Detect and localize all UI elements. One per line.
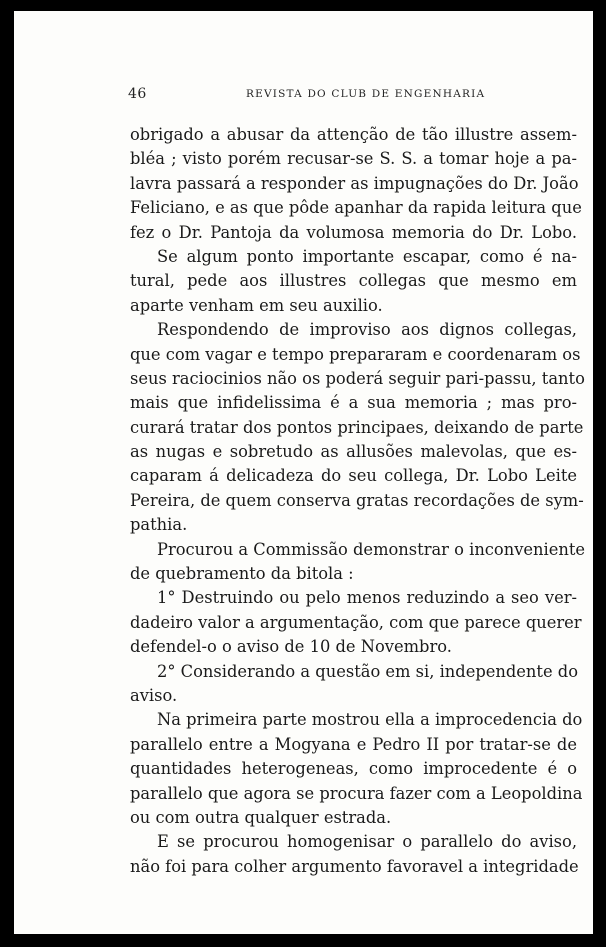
text-line: tural, pede aos illustres collegas que mesmo em: [130, 271, 577, 291]
text-line: que com vagar e tempo prepararam e coordenaram os: [130, 344, 581, 364]
text-line: Procurou a Commissão demonstrar o inconveniente: [157, 539, 586, 559]
page-number: 46: [128, 86, 147, 102]
body-text: [130, 123, 586, 879]
text-line: fez o Dr. Pantoja da volumosa memoria do Dr. Lobo.: [130, 222, 577, 242]
text-line: parallelo entre a Mogyana e Pedro II por tratar-se de: [130, 734, 577, 754]
text-line: aviso.: [130, 685, 178, 705]
text-line: Respondendo de improviso aos dignos collegas,: [157, 320, 577, 340]
text-line: lavra passará a responder as impugnações do Dr. João: [130, 173, 579, 193]
text-line: Na primeira parte mostrou ella a improcedencia do: [157, 710, 583, 730]
text-line: bléa ; visto porém recusar-se S. S. a tomar hoje a pa-: [130, 149, 577, 169]
text-line: pathia.: [130, 515, 188, 535]
text-line: de quebramento da bitola :: [130, 564, 354, 584]
text-line: defendel-o o aviso de 10 de Novembro.: [130, 637, 452, 657]
text-line: 2° Considerando a questão em si, independente do: [157, 661, 578, 681]
text-line: seus raciocinios não os poderá seguir pari-passu, tanto: [130, 368, 585, 388]
text-line: parallelo que agora se procura fazer com a Leopoldina: [130, 783, 583, 803]
text-line: Feliciano, e as que pôde apanhar da rapida leitura que: [130, 198, 582, 218]
text-line: Pereira, de quem conserva gratas recordações de sym-: [130, 490, 584, 510]
text-line: não foi para colher argumento favoravel a integridade: [130, 856, 579, 876]
text-line: E se procurou homogenisar o parallelo do aviso,: [157, 832, 577, 852]
text-line: aparte venham em seu auxilio.: [130, 295, 383, 315]
text-line: curará tratar dos pontos principaes, deixando de parte: [130, 417, 584, 437]
text-line: mais que infidelissima é a sua memoria ; mas pro-: [130, 393, 577, 413]
text-line: ou com outra qualquer estrada.: [130, 807, 392, 827]
text-line: obrigado a abusar da attenção de tão illustre assem-: [130, 125, 577, 144]
text-line: quantidades heterogeneas, como improcedente é o: [130, 759, 577, 779]
text-line: Se algum ponto importante escapar, como é na-: [157, 246, 577, 266]
text-line: dadeiro valor a argumentação, com que parece querer: [130, 612, 582, 632]
text-line: as nugas e sobretudo as allusões malevolas, que es-: [130, 442, 577, 462]
page-header: [128, 86, 593, 106]
document-page: [14, 11, 593, 934]
running-head: REVISTA DO CLUB DE ENGENHARIA: [246, 88, 486, 100]
text-line: 1° Destruindo ou pelo menos reduzindo a seo ver-: [157, 588, 577, 608]
text-line: caparam á delicadeza do seu collega, Dr. Lobo Leite: [130, 466, 577, 486]
